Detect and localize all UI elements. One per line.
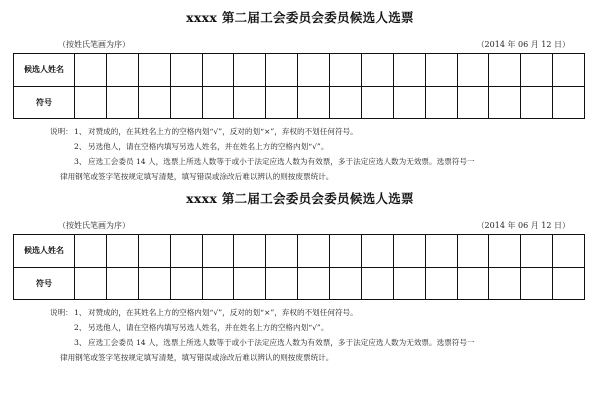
notes-prefix: 说明： bbox=[50, 308, 73, 317]
note-1 bbox=[50, 305, 590, 320]
note-text: 应选工会委员 14 人，选票上所选人数等于或小于法定应选人数为有效票，多于法定应选人数为无效票。选票符号一 bbox=[88, 338, 475, 347]
candidate-name-cell[interactable] bbox=[202, 54, 234, 87]
candidate-mark-cell[interactable] bbox=[266, 86, 298, 119]
notes-prefix: 说明： bbox=[50, 127, 73, 136]
note-number: 3、 bbox=[74, 157, 87, 166]
note-number: 3、 bbox=[74, 338, 87, 347]
candidate-name-cell[interactable] bbox=[457, 54, 489, 87]
candidate-name-cell[interactable] bbox=[361, 235, 393, 268]
ballot-title: xxxx 第二届工会委员会委员候选人选票 bbox=[186, 10, 414, 25]
candidate-name-cell[interactable] bbox=[266, 54, 298, 87]
candidate-name-cell[interactable] bbox=[393, 54, 425, 87]
candidate-name-cell[interactable] bbox=[234, 235, 266, 268]
candidate-mark-cell[interactable] bbox=[361, 86, 393, 119]
candidate-name-cell[interactable] bbox=[75, 235, 107, 268]
candidate-name-cell[interactable] bbox=[330, 54, 362, 87]
candidate-name-cell[interactable] bbox=[298, 235, 330, 268]
candidate-name-cell[interactable] bbox=[170, 235, 202, 268]
candidate-name-cell[interactable] bbox=[298, 54, 330, 87]
candidate-mark-cell[interactable] bbox=[170, 267, 202, 300]
candidate-mark-cell[interactable] bbox=[75, 86, 107, 119]
candidate-mark-cell[interactable] bbox=[266, 267, 298, 300]
candidate-name-cell[interactable] bbox=[489, 235, 521, 268]
candidate-mark-cell[interactable] bbox=[234, 86, 266, 119]
candidate-mark-cell[interactable] bbox=[170, 86, 202, 119]
note-3-continuation bbox=[50, 169, 590, 184]
note-number: 1、 bbox=[74, 127, 87, 136]
note-number: 2、 bbox=[74, 323, 87, 332]
note-number: 1、 bbox=[74, 308, 87, 317]
candidate-mark-cell[interactable] bbox=[393, 267, 425, 300]
name-row bbox=[14, 54, 585, 87]
candidate-name-cell[interactable] bbox=[170, 54, 202, 87]
ballot-notes bbox=[50, 124, 590, 184]
candidate-mark-cell[interactable] bbox=[489, 86, 521, 119]
candidate-mark-cell[interactable] bbox=[425, 86, 457, 119]
candidate-name-cell[interactable] bbox=[138, 54, 170, 87]
candidate-mark-cell[interactable] bbox=[138, 86, 170, 119]
candidate-mark-cell[interactable] bbox=[106, 267, 138, 300]
candidate-mark-cell[interactable] bbox=[138, 267, 170, 300]
candidate-name-cell[interactable] bbox=[330, 235, 362, 268]
candidate-name-cell[interactable] bbox=[138, 235, 170, 268]
candidate-name-cell[interactable] bbox=[521, 54, 553, 87]
ballot-subline bbox=[0, 220, 600, 234]
candidate-mark-cell[interactable] bbox=[202, 267, 234, 300]
candidate-mark-cell[interactable] bbox=[298, 86, 330, 119]
candidate-name-cell[interactable] bbox=[106, 54, 138, 87]
candidate-mark-cell[interactable] bbox=[75, 267, 107, 300]
candidate-mark-cell[interactable] bbox=[298, 267, 330, 300]
note-1 bbox=[50, 124, 590, 139]
note-2 bbox=[50, 320, 590, 335]
candidate-mark-cell[interactable] bbox=[457, 86, 489, 119]
note-3 bbox=[50, 335, 590, 350]
note-text: 另选他人，请在空格内填写另选人姓名，并在姓名上方的空格内划“√”。 bbox=[88, 142, 329, 151]
candidate-name-cell[interactable] bbox=[266, 235, 298, 268]
name-row-label: 候选人姓名 bbox=[14, 235, 75, 268]
name-row bbox=[14, 235, 585, 268]
note-2 bbox=[50, 139, 590, 154]
candidate-name-cell[interactable] bbox=[202, 235, 234, 268]
candidate-name-cell[interactable] bbox=[393, 235, 425, 268]
candidate-name-cell[interactable] bbox=[553, 235, 585, 268]
candidate-mark-cell[interactable] bbox=[521, 86, 553, 119]
candidate-name-cell[interactable] bbox=[361, 54, 393, 87]
order-note: （按姓氏笔画为序） bbox=[58, 221, 130, 230]
ballot-date: （2014 年 06 月 12 日） bbox=[476, 40, 570, 49]
note-3 bbox=[50, 154, 590, 169]
candidate-name-cell[interactable] bbox=[75, 54, 107, 87]
candidate-mark-cell[interactable] bbox=[202, 86, 234, 119]
note-text-continuation: 律用钢笔或签字笔按规定填写清楚，填写错误或涂改后难以辨认的则按废票统计。 bbox=[60, 353, 334, 362]
candidate-mark-cell[interactable] bbox=[425, 267, 457, 300]
candidate-name-cell[interactable] bbox=[457, 235, 489, 268]
candidate-name-cell[interactable] bbox=[106, 235, 138, 268]
mark-row-label: 符号 bbox=[14, 86, 75, 119]
candidate-name-cell[interactable] bbox=[234, 54, 266, 87]
mark-row bbox=[14, 267, 585, 300]
note-text: 对赞成的，在其姓名上方的空格内划“√”，反对的划“×”，弃权的不划任何符号。 bbox=[88, 127, 358, 136]
name-row-label: 候选人姓名 bbox=[14, 54, 75, 87]
candidate-mark-cell[interactable] bbox=[489, 267, 521, 300]
candidate-mark-cell[interactable] bbox=[330, 86, 362, 119]
candidate-mark-cell[interactable] bbox=[521, 267, 553, 300]
candidate-mark-cell[interactable] bbox=[553, 86, 585, 119]
note-number: 2、 bbox=[74, 142, 87, 151]
candidate-grid bbox=[13, 53, 585, 119]
note-text: 另选他人，请在空格内填写另选人姓名，并在姓名上方的空格内划“√”。 bbox=[88, 323, 329, 332]
candidate-name-cell[interactable] bbox=[489, 54, 521, 87]
candidate-name-cell[interactable] bbox=[553, 54, 585, 87]
mark-row-label: 符号 bbox=[14, 267, 75, 300]
ballot-subline bbox=[0, 39, 600, 53]
candidate-mark-cell[interactable] bbox=[330, 267, 362, 300]
ballot-date: （2014 年 06 月 12 日） bbox=[476, 221, 570, 230]
candidate-name-cell[interactable] bbox=[521, 235, 553, 268]
candidate-name-cell[interactable] bbox=[425, 54, 457, 87]
note-text: 对赞成的，在其姓名上方的空格内划“√”，反对的划“×”，弃权的不划任何符号。 bbox=[88, 308, 358, 317]
candidate-grid bbox=[13, 234, 585, 300]
mark-row bbox=[14, 86, 585, 119]
candidate-mark-cell[interactable] bbox=[106, 86, 138, 119]
note-text-continuation: 律用钢笔或签字笔按规定填写清楚，填写错误或涂改后难以辨认的则按废票统计。 bbox=[60, 172, 334, 181]
candidate-mark-cell[interactable] bbox=[457, 267, 489, 300]
candidate-name-cell[interactable] bbox=[425, 235, 457, 268]
note-text: 应选工会委员 14 人，选票上所选人数等于或小于法定应选人数为有效票，多于法定应选人数为无效票。选票符号一 bbox=[88, 157, 475, 166]
candidate-mark-cell[interactable] bbox=[361, 267, 393, 300]
order-note: （按姓氏笔画为序） bbox=[58, 40, 130, 49]
candidate-mark-cell[interactable] bbox=[393, 86, 425, 119]
candidate-mark-cell[interactable] bbox=[553, 267, 585, 300]
candidate-mark-cell[interactable] bbox=[234, 267, 266, 300]
ballot-notes bbox=[50, 305, 590, 365]
note-3-continuation bbox=[50, 350, 590, 365]
ballot-title: xxxx 第二届工会委员会委员候选人选票 bbox=[186, 191, 414, 206]
